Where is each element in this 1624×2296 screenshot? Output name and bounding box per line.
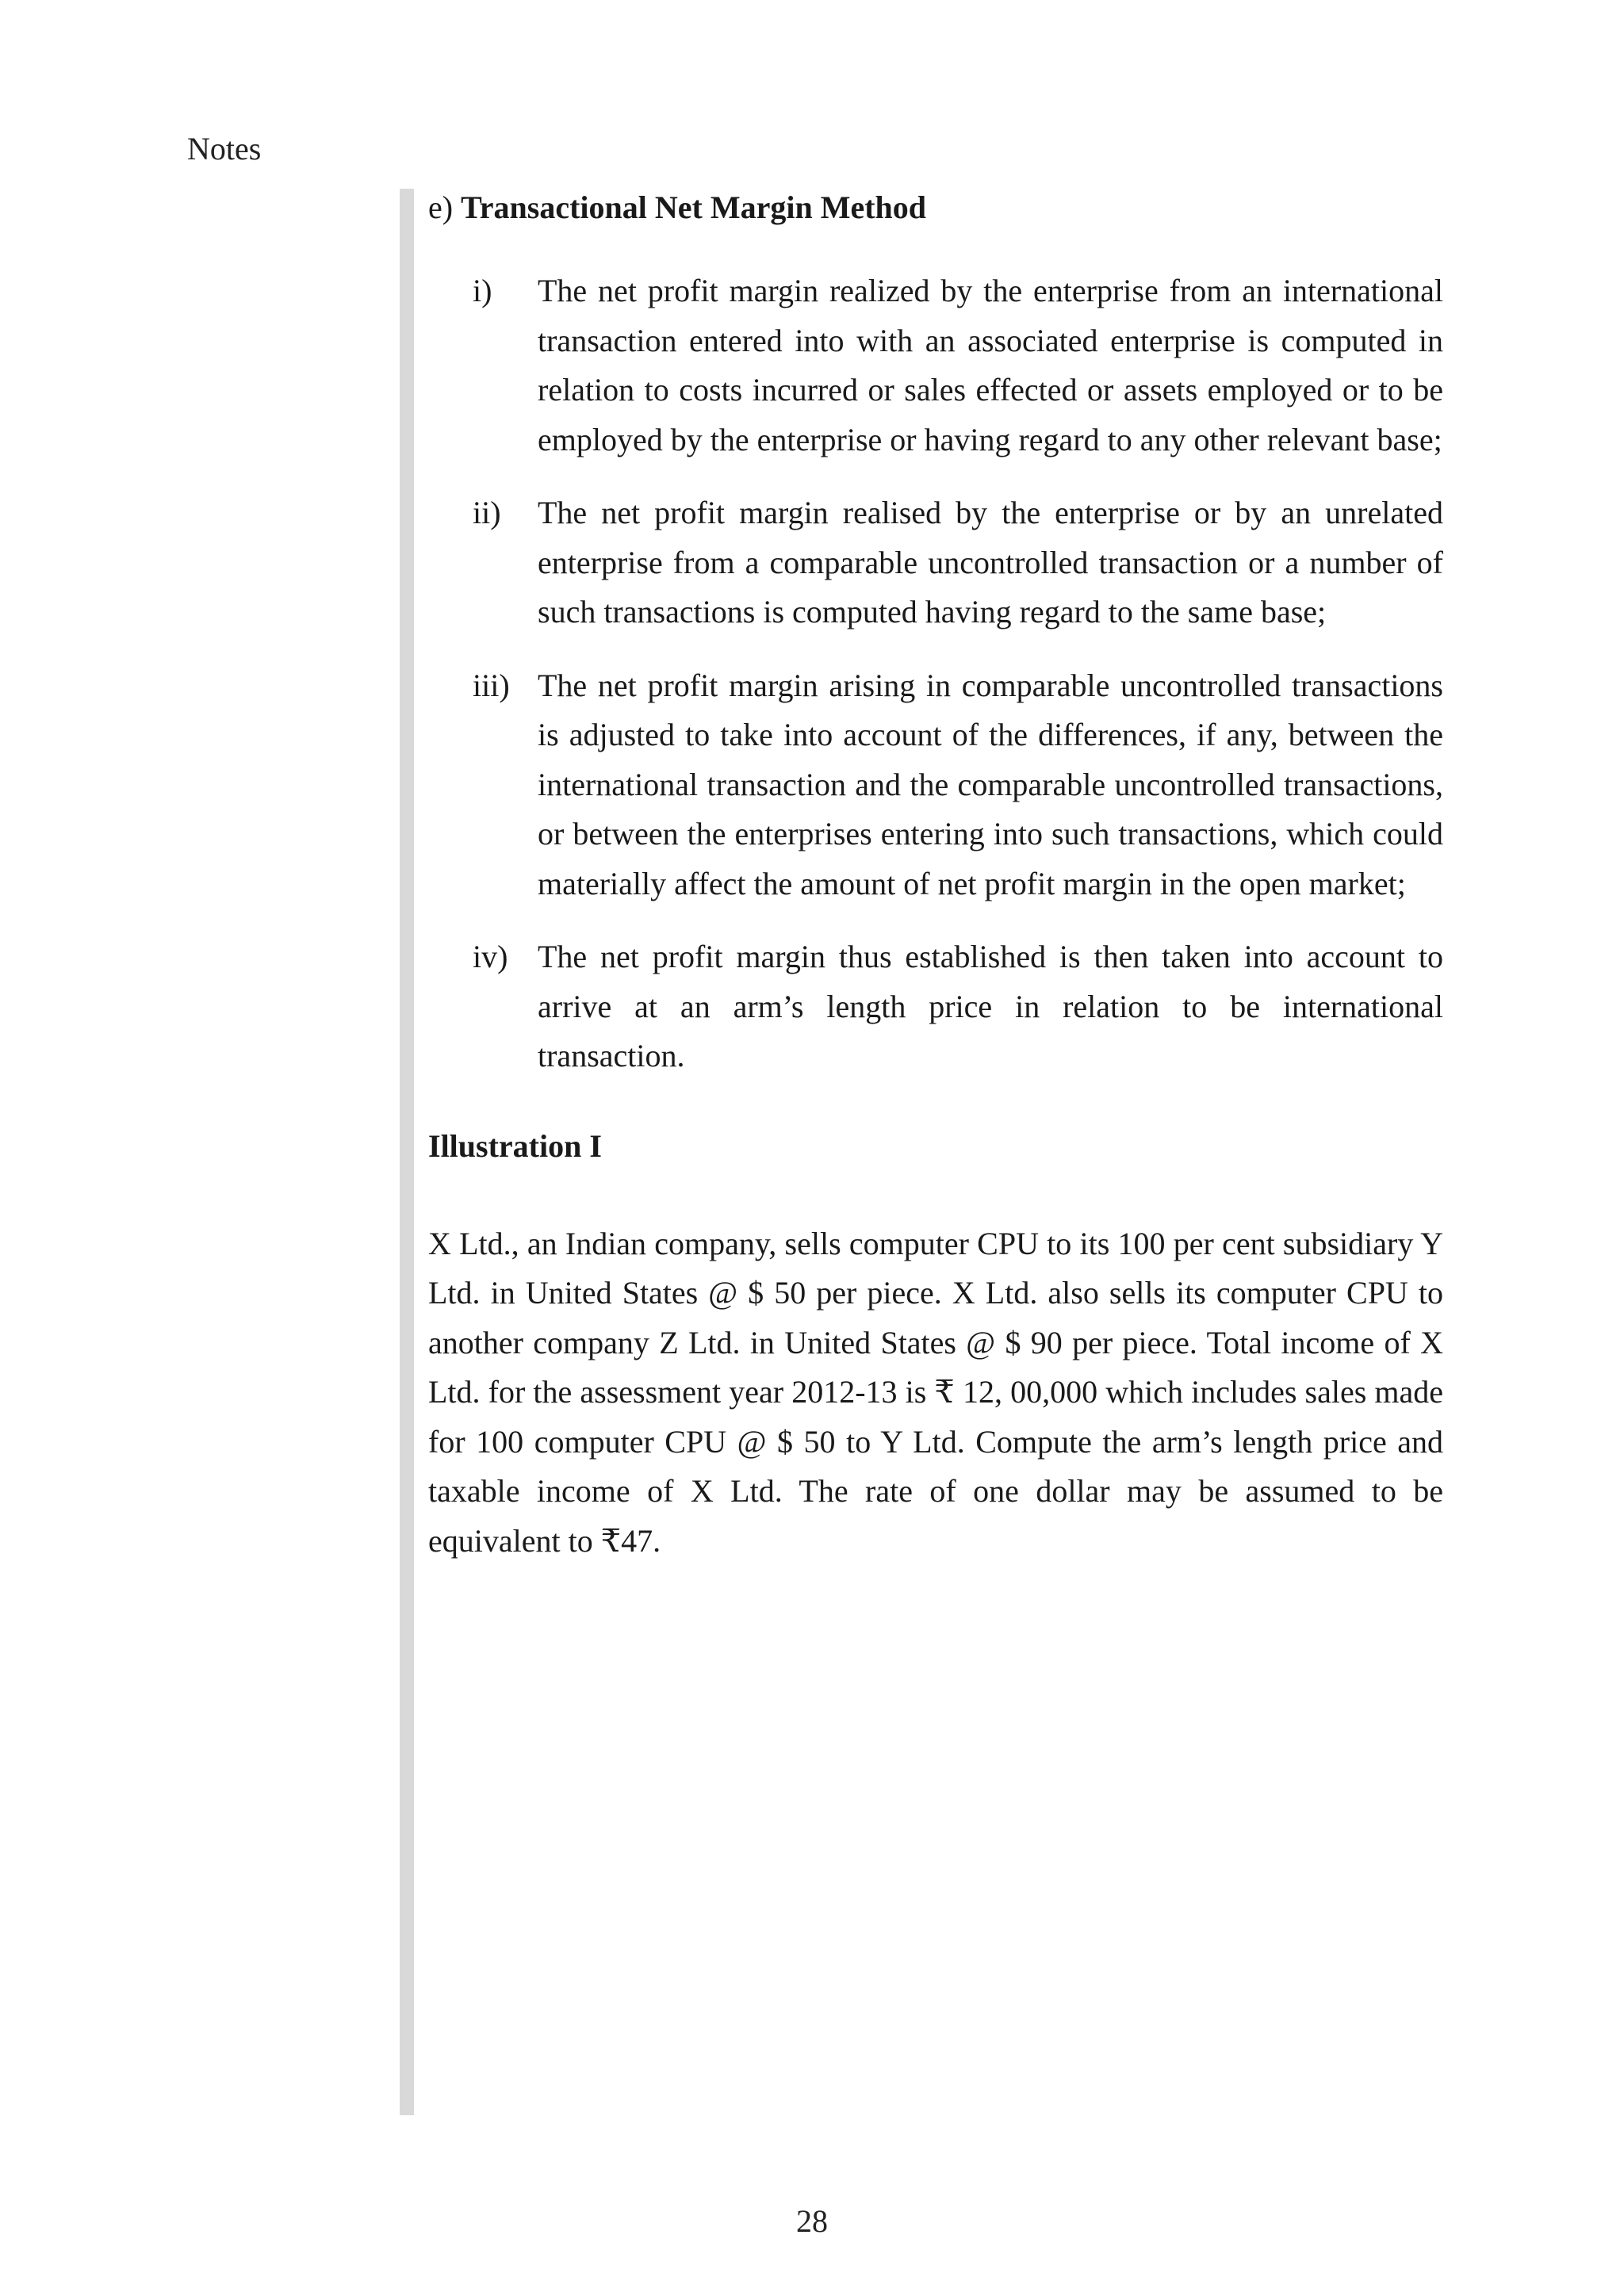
list-item-marker: iv) [473,939,508,974]
list-item [428,661,1443,909]
illustration-title: Illustration I [428,1127,602,1164]
illustration-paragraph: X Ltd., an Indian company, sells computer CPU to its 100 per cent subsidiary Y Ltd. in United States @ $ 50 per piece. X Ltd. also sells its computer CPU to another company Z Ltd. in United States @ $ 90 per piece. Total income of X Ltd. for the assessment year 2012-13 is ₹ 12, 00,000 which includes sales made for 100 computer CPU @ $ 50 to Y Ltd. Compute the arm’s length price and taxable income of X Ltd. The rate of one dollar may be assumed to be equivalent to ₹47. [428,1225,1443,1559]
list-item-text: The net profit margin realised by the enterprise or by an unrelated enterprise from a comparable uncontrolled transaction or a number of such transactions is computed having regard to the same base; [538,495,1443,629]
section-prefix: e) [428,189,454,225]
list-item-text: The net profit margin realized by the enterprise from an international transaction entered into with an associated enterprise is computed in relation to costs incurred or sales effected or assets employed or to be employed by the enterprise or having regard to any other relevant base; [538,273,1443,457]
section-title: Transactional Net Margin Method [461,189,927,225]
list-item [428,932,1443,1081]
section-heading [428,186,1443,230]
list-item-text: The net profit margin thus established is then taken into account to arrive at an arm’s length price in relation to be international transaction. [538,939,1443,1073]
list-item [428,266,1443,465]
list-item-text: The net profit margin arising in comparable uncontrolled transactions is adjusted to take into account of the differences, if any, between the international transaction and the comparable uncontrolled transactions, or between the enterprises entering into such transactions, which could materially affect the amount of net profit margin in the open market; [538,667,1443,901]
list-item-marker: ii) [473,495,501,530]
margin-notes-label: Notes [187,131,262,166]
list-item-marker: i) [473,273,492,308]
page-number: 28 [796,2203,828,2239]
notes-margin-bar [400,189,414,2115]
page-content [428,186,1443,1566]
list-item [428,488,1443,637]
list-item-marker: iii) [473,667,510,703]
